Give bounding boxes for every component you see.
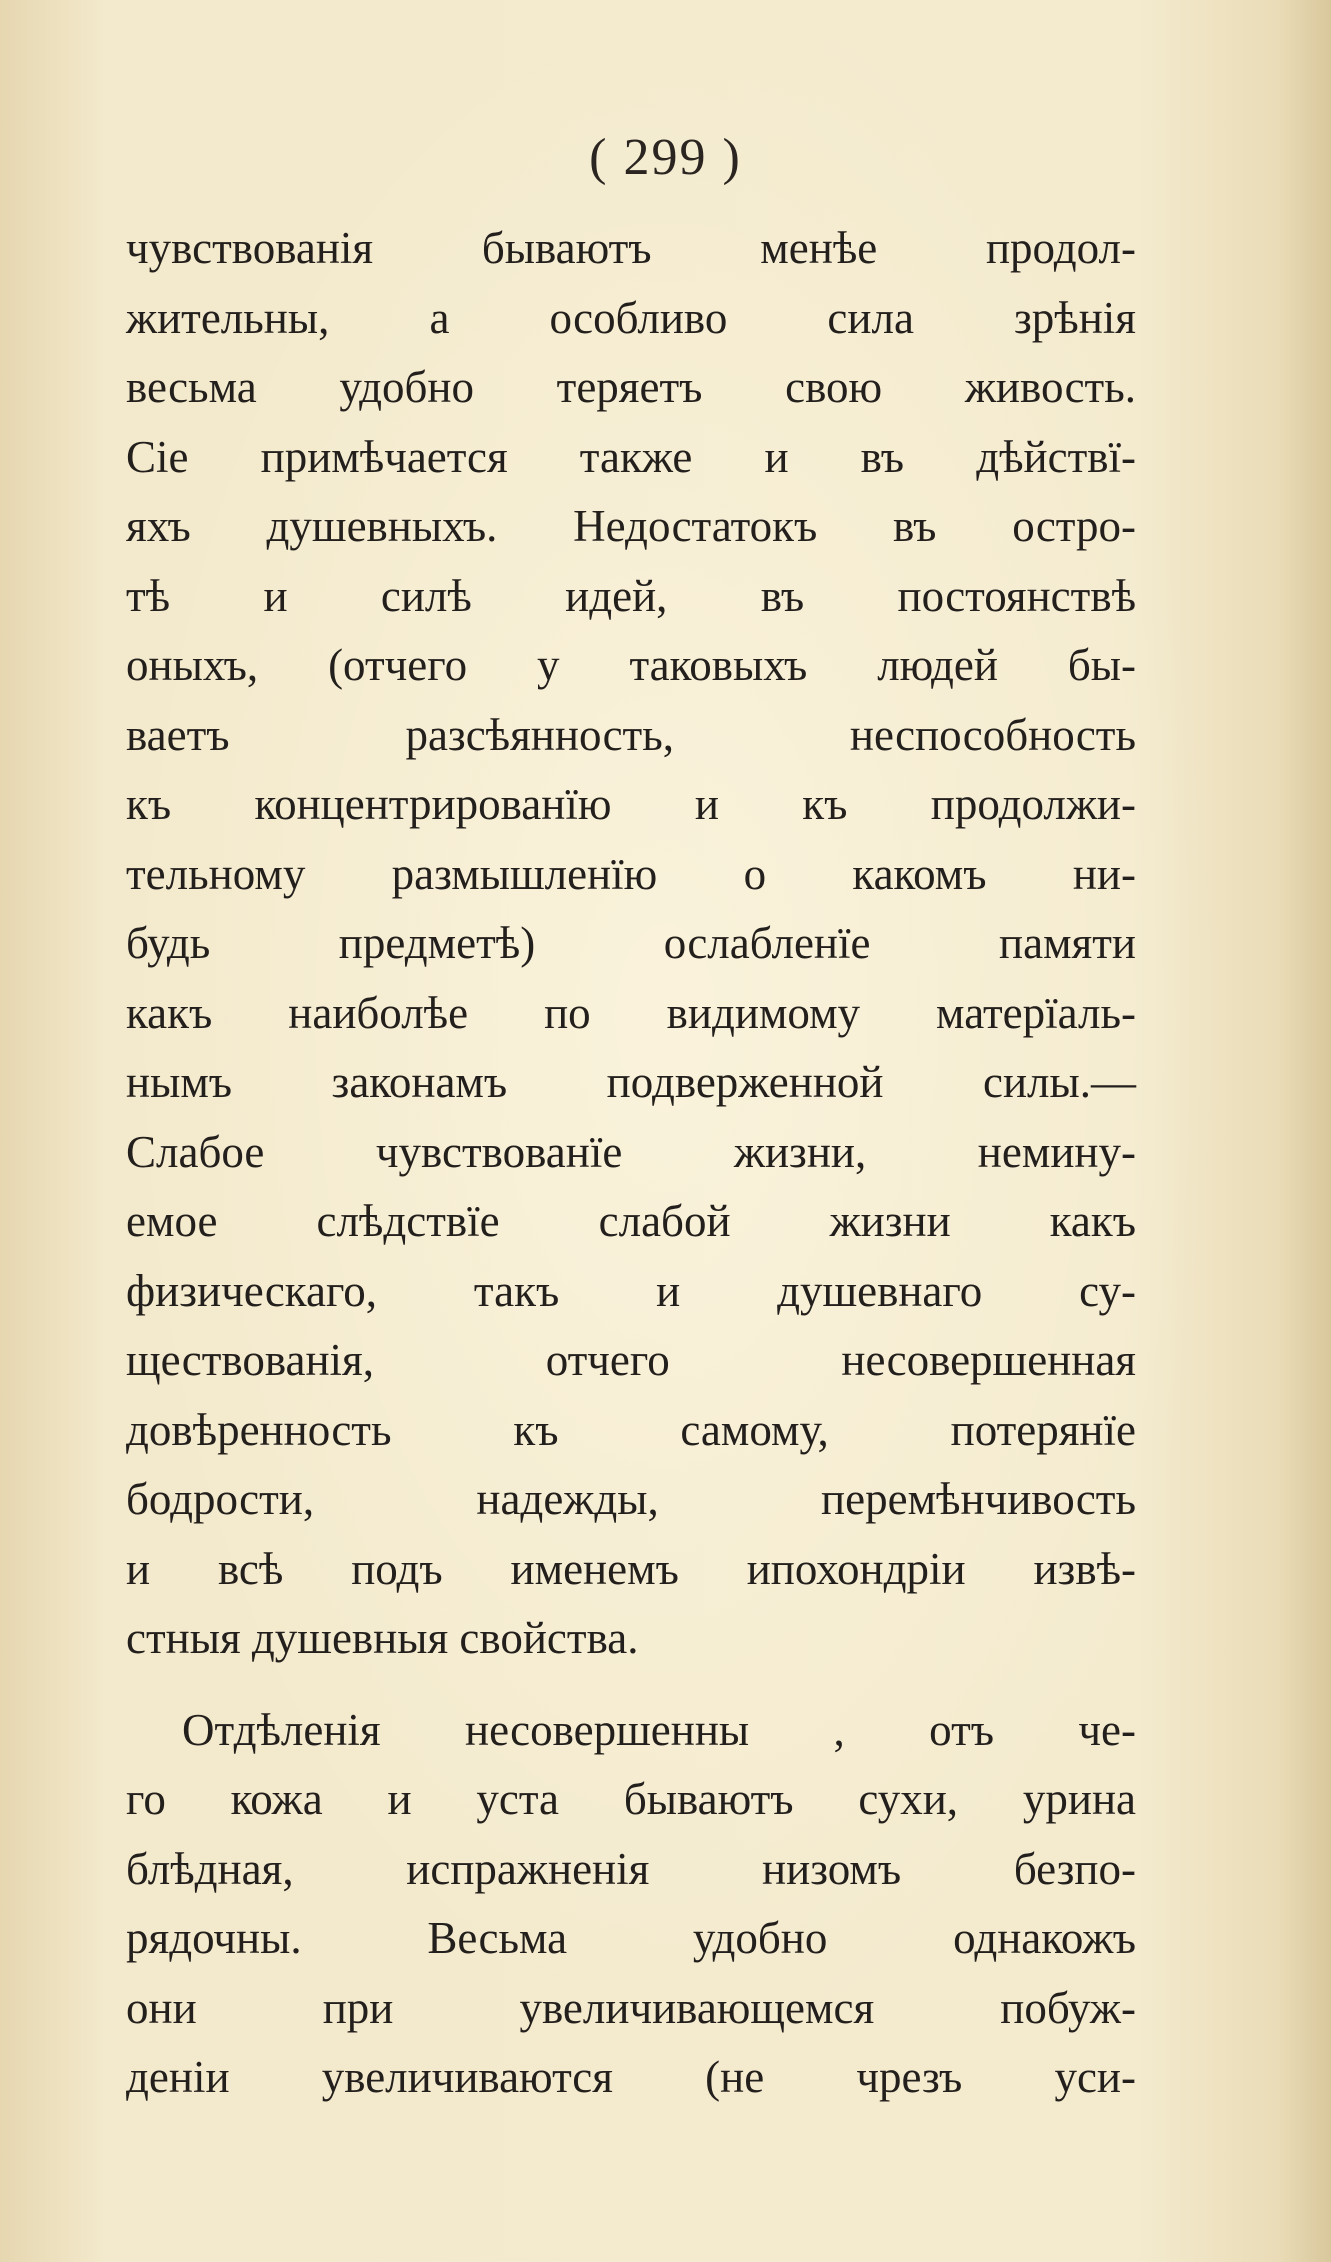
text-line: нымъ законамъ подверженной силы.—	[126, 1057, 1136, 1107]
text-line: физическаго, такъ и душевнаго су-	[126, 1265, 1136, 1316]
text-line: емое слѣдствїе слабой жизни какъ	[126, 1196, 1136, 1246]
text-line: блѣдная, испражненія низомъ безпо-	[126, 1843, 1136, 1894]
page-number: ( 299 )	[589, 129, 742, 186]
body-text	[126, 214, 1136, 2113]
paragraph-gap	[126, 1674, 1136, 1696]
text-line: тѣ и силѣ идей, въ постоянствѣ	[126, 570, 1136, 621]
text-line: Сіе примѣчается также и въ дѣйствї-	[126, 431, 1136, 482]
text-line: Слабое чувствованїе жизни, немину-	[126, 1126, 1136, 1177]
text-line: тельному размышленїю о какомъ ни-	[126, 848, 1136, 899]
text-line: чувствованія бываютъ менѣе продол-	[126, 223, 1136, 273]
text-line: будь предметѣ) ослабленїе памяти	[126, 918, 1136, 968]
text-line: ществованія, отчего несовершенная	[126, 1335, 1136, 1385]
text-line: довѣренность къ самому, потерянїе	[126, 1404, 1136, 1455]
text-line: весьма удобно теряетъ свою живость.	[126, 362, 1136, 412]
text-line: они при увеличивающемся побуж-	[126, 1982, 1136, 2033]
text-line: какъ наиболѣе по видимому матерїаль-	[126, 987, 1136, 1038]
paragraph-2	[126, 1696, 1136, 2113]
text-line: рядочны. Весьма удобно однакожъ	[126, 1913, 1136, 1963]
text-line: яхъ душевныхъ. Недостатокъ въ остро-	[126, 501, 1136, 551]
text-line: го кожа и уста бываютъ сухи, урина	[126, 1774, 1136, 1824]
text-line: и всѣ подъ именемъ ипохондріи извѣ-	[126, 1543, 1136, 1594]
text-line: стныя душевныя свойства.	[126, 1613, 639, 1663]
text-line: оныхъ, (отчего у таковыхъ людей бы-	[126, 640, 1136, 690]
text-line: къ концентрированїю и къ продолжи-	[126, 779, 1136, 829]
text-line: бодрости, надежды, перемѣнчивость	[126, 1474, 1136, 1524]
text-line: ваетъ разсѣянность, неспособность	[126, 709, 1136, 760]
text-line: жительны, а особливо сила зрѣнія	[126, 292, 1136, 343]
paragraph-1	[126, 214, 1136, 1674]
text-line: деніи увеличиваются (не чрезъ уси-	[126, 2052, 1136, 2102]
text-line: Отдѣленія несовершенны , отъ че-	[182, 1704, 1136, 1755]
